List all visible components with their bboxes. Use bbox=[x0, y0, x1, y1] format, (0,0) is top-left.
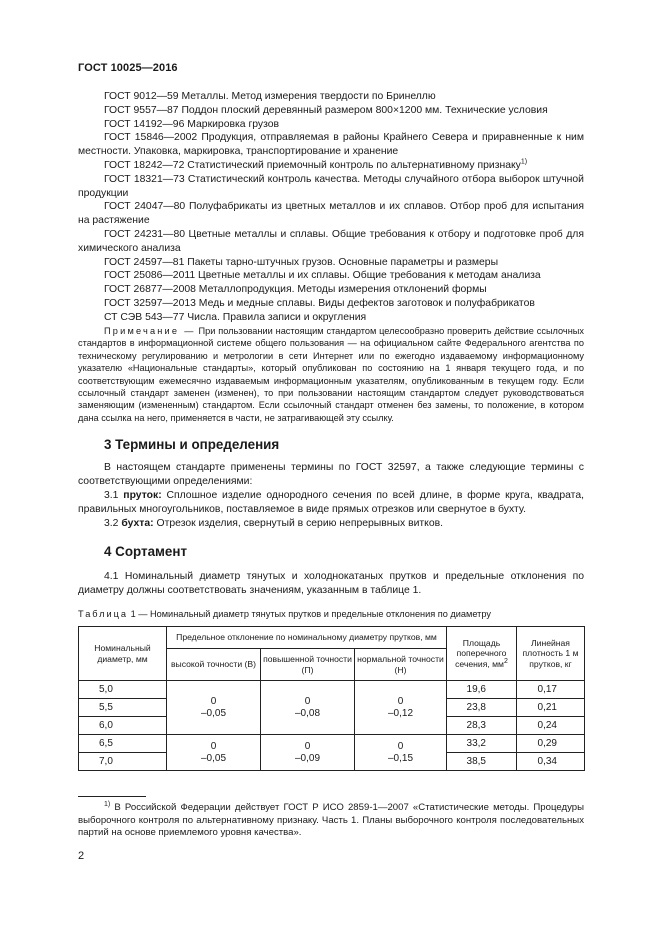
table-1 bbox=[78, 626, 585, 771]
footnote bbox=[78, 802, 584, 840]
cell-dev-normal bbox=[355, 735, 447, 771]
cell-dev-high bbox=[167, 735, 261, 771]
page-number: 2 bbox=[78, 850, 85, 862]
cell-dev-increased bbox=[261, 681, 355, 735]
terms-intro: В настоящем стандарте применены термины по ГОСТ 32597, а также следующие термины с соответствующими определениями: bbox=[78, 462, 584, 487]
cell-diameter: 6,5 bbox=[79, 735, 167, 753]
dev-lower: –0,09 bbox=[294, 752, 321, 764]
term-definition-text: Отрезок изделия, свернутый в серию непрерывных витков. bbox=[153, 518, 443, 529]
reference-item: ГОСТ 26877—2008 Металлопродукция. Методы измерения отклонений формы bbox=[104, 284, 487, 296]
header-high-accuracy: высокой точности (В) bbox=[167, 649, 261, 681]
cell-dev-normal bbox=[355, 681, 447, 735]
footnote-paragraph bbox=[78, 802, 584, 840]
normative-references-list bbox=[78, 90, 584, 325]
cell-diameter: 7,0 bbox=[79, 753, 167, 771]
dev-lower: –0,12 bbox=[387, 707, 414, 719]
reference-item: ГОСТ 9557—87 Поддон плоский деревянный размером 800×1200 мм. Технические условия bbox=[104, 104, 548, 116]
cell-diameter: 6,0 bbox=[79, 717, 167, 735]
header-increased-accuracy: повышенной точности (П) bbox=[261, 649, 355, 681]
page-header: ГОСТ 10025—2016 bbox=[78, 62, 178, 74]
term-number: 3.1 bbox=[104, 490, 119, 501]
cell-density: 0,29 bbox=[517, 735, 585, 753]
term-definition bbox=[78, 517, 584, 531]
header-area-sup: 2 bbox=[503, 657, 508, 665]
note-paragraph bbox=[78, 325, 584, 424]
section-3-heading: 3 Термины и определения bbox=[104, 437, 280, 452]
cell-density: 0,21 bbox=[517, 699, 585, 717]
dev-lower: –0,15 bbox=[387, 752, 414, 764]
dev-upper: 0 bbox=[210, 695, 217, 707]
cell-diameter: 5,5 bbox=[79, 699, 167, 717]
reference-item: СТ СЭВ 543—77 Числа. Правила записи и округления bbox=[104, 311, 367, 323]
reference-item: ГОСТ 24047—80 Полуфабрикаты из цветных металлов и их сплавов. Отбор проб для испытания на растяжение bbox=[78, 201, 584, 227]
header-diameter: Номинальный диаметр, мм bbox=[79, 627, 167, 681]
header-deviation-group: Предельное отклонение по номинальному диаметру прутков, мм bbox=[167, 627, 447, 649]
term-definition bbox=[78, 489, 584, 517]
reference-item: ГОСТ 25086—2011 Цветные металлы и их сплавы. Общие требования к методам анализа bbox=[104, 270, 541, 282]
dev-upper: 0 bbox=[304, 740, 311, 752]
table-caption-label: Таблица bbox=[78, 609, 129, 619]
cell-area: 33,2 bbox=[447, 735, 517, 753]
assortment-section bbox=[78, 570, 584, 598]
term-definition-text: Сплошное изделие однородного сечения по всей длине, в форме круга, квадрата, правильных многоугольников, поставляемое в виде прямых отрезков или свернутое в бухту. bbox=[78, 490, 584, 515]
term-number: 3.2 bbox=[104, 518, 119, 529]
dev-upper: 0 bbox=[397, 740, 404, 752]
dev-upper: 0 bbox=[210, 740, 217, 752]
reference-item: ГОСТ 18321—73 Статистический контроль качества. Методы случайного отбора выборок штучной продукции bbox=[78, 173, 584, 199]
cell-area: 19,6 bbox=[447, 681, 517, 699]
table-caption bbox=[78, 609, 491, 619]
footnote-number: 1) bbox=[104, 800, 111, 808]
header-area bbox=[447, 627, 517, 681]
reference-item bbox=[78, 159, 584, 173]
table-row bbox=[79, 681, 585, 699]
cell-dev-increased bbox=[261, 735, 355, 771]
term-word: бухта: bbox=[121, 518, 154, 529]
note-block bbox=[78, 325, 584, 424]
cell-diameter: 5,0 bbox=[79, 681, 167, 699]
reference-item: ГОСТ 15846—2002 Продукция, отправляемая в районы Крайнего Севера и приравненные к ним местности. Упаковка, маркировка, транспортирование и хранение bbox=[78, 132, 584, 158]
note-label: Примечание — bbox=[104, 326, 196, 336]
header-density: Линейная плотность 1 м прутков, кг bbox=[517, 627, 585, 681]
header-area-text: Площадь поперечного сечения, мм bbox=[455, 637, 507, 669]
footnote-divider bbox=[78, 796, 146, 797]
dev-lower: –0,05 bbox=[200, 752, 227, 764]
table-caption-text: 1 — Номинальный диаметр тянутых прутков и предельные отклонения по диаметру bbox=[130, 609, 491, 619]
reference-item: ГОСТ 9012—59 Металлы. Метод измерения твердости по Бринеллю bbox=[104, 91, 436, 102]
dev-upper: 0 bbox=[304, 695, 311, 707]
cell-dev-high bbox=[167, 681, 261, 735]
dev-lower: –0,08 bbox=[294, 707, 321, 719]
footnote-marker[interactable]: 1) bbox=[520, 158, 528, 166]
cell-area: 28,3 bbox=[447, 717, 517, 735]
term-word: пруток: bbox=[123, 490, 162, 501]
header-normal-accuracy: нормальной точности (Н) bbox=[355, 649, 447, 681]
cell-area: 23,8 bbox=[447, 699, 517, 717]
cell-density: 0,24 bbox=[517, 717, 585, 735]
assortment-paragraph: 4.1 Номинальный диаметр тянутых и холоднокатаных прутков и предельные отклонения по диаметру должны соответствовать значениям, указанным в таблице 1. bbox=[78, 571, 584, 596]
reference-item: ГОСТ 14192—96 Маркировка грузов bbox=[104, 118, 280, 130]
cell-area: 38,5 bbox=[447, 753, 517, 771]
footnote-text: В Российской Федерации действует ГОСТ Р ИСО 2859-1—2007 «Статистические методы. Процедуры выборочного контроля по альтернативному признаку. Часть 1. Планы выборочного контроля последовательных партий на основе приемлемого уровня качества». bbox=[78, 802, 584, 839]
note-text: При пользовании настоящим стандартом целесообразно проверить действие ссылочных стандартов в информационной системе общего пользования — на официальном сайте Федерального агентства по техническому регулированию и метрологии в сети Интернет или по ежегодно издаваемому информационному указателю «Национальные стандарты», который опубликован по состоянию на 1 января текущего года, и по соответствующим ежемесячно издаваемым информационным указателям, опубликованным в текущем году. Если ссылочный стандарт заменен (изменен), то при пользовании настоящим стандартом следует руководствоваться заменяющим (измененным) стандартом. Если ссылочный стандарт отменен без замены, то положение, в котором дана ссылка на него, применяется в части, не затрагивающей эту ссылку. bbox=[78, 326, 584, 423]
reference-item: ГОСТ 24231—80 Цветные металлы и сплавы. Общие требования к отбору и подготовке проб для химического анализа bbox=[78, 228, 584, 254]
cell-density: 0,34 bbox=[517, 753, 585, 771]
terms-section bbox=[78, 461, 584, 531]
section-4-heading: 4 Сортамент bbox=[104, 544, 188, 559]
table-row bbox=[79, 735, 585, 753]
dev-lower: –0,05 bbox=[200, 707, 227, 719]
cell-density: 0,17 bbox=[517, 681, 585, 699]
reference-text: ГОСТ 18242—72 Статистический приемочный контроль по альтернативному признаку bbox=[104, 159, 521, 171]
reference-item: ГОСТ 24597—81 Пакеты тарно-штучных грузов. Основные параметры и размеры bbox=[104, 256, 499, 268]
dev-upper: 0 bbox=[397, 695, 404, 707]
reference-item: ГОСТ 32597—2013 Медь и медные сплавы. Виды дефектов заготовок и полуфабрикатов bbox=[104, 297, 535, 309]
